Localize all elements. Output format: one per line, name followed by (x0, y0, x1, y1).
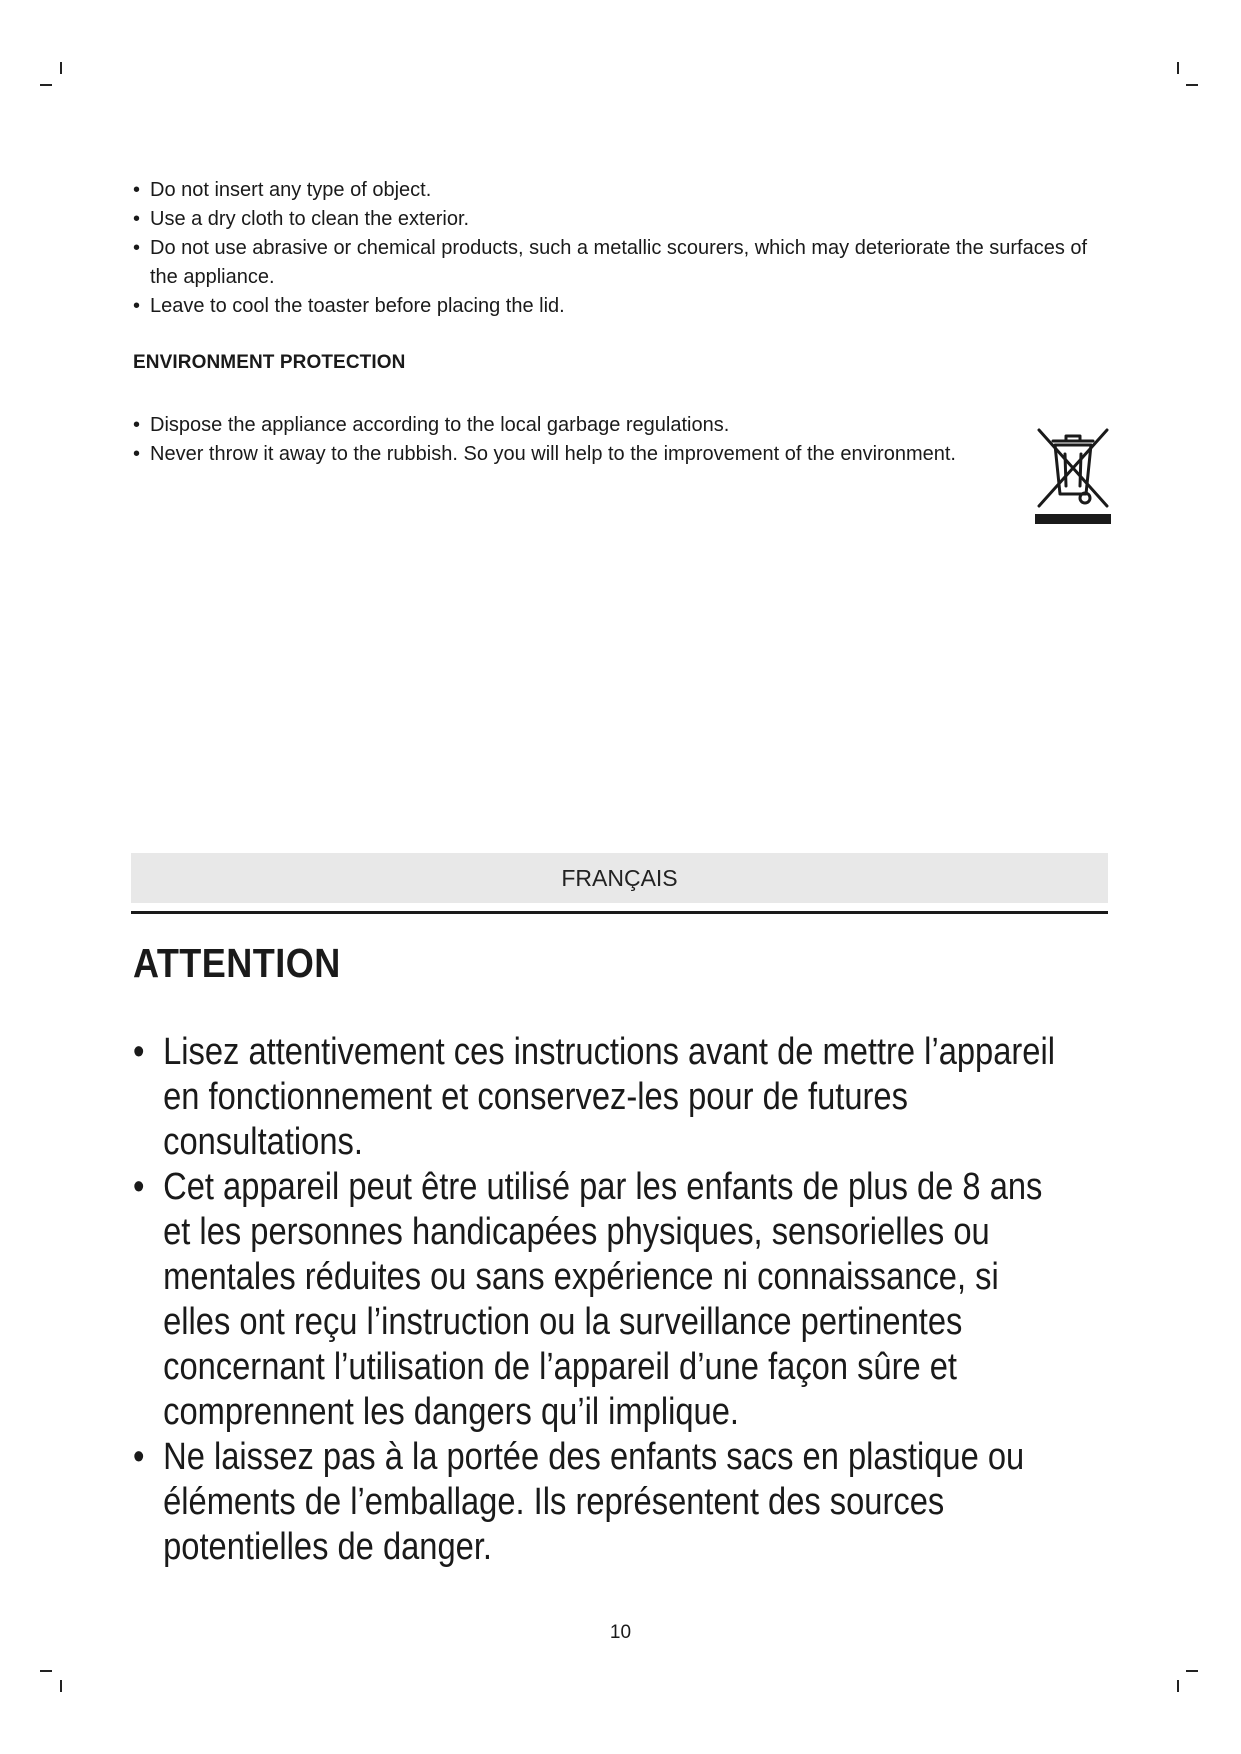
attention-title: ATTENTION (133, 940, 341, 986)
environment-bullet-list (133, 411, 963, 469)
cleaning-bullet: • Do not insert any type of object. (133, 176, 1093, 205)
crop-mark-bottom-left-h (40, 1670, 52, 1672)
section-divider (131, 911, 1108, 914)
cleaning-bullet: • Use a dry cloth to clean the exterior. (133, 205, 1093, 234)
attention-bullet: • Lisez attentivement ces instructions avant de mettre l’appareil en fonctionnement et conservez-les pour de futures consultations. (133, 1030, 1070, 1165)
crop-mark-top-left-v (60, 62, 62, 74)
cleaning-bullet: • Do not use abrasive or chemical products, such a metallic scourers, which may deteriorate the surfaces of the appliance. (133, 234, 1093, 292)
language-section-bar (131, 853, 1108, 903)
crop-mark-top-left-h (40, 84, 52, 86)
crop-mark-bottom-right-v (1177, 1680, 1179, 1692)
attention-bullet: • Ne laissez pas à la portée des enfants sacs en plastique ou éléments de l’emballage. Ils représentent des sources potentielles de danger. (133, 1435, 1070, 1570)
crossed-out-wheelie-bin-icon (1035, 428, 1111, 524)
environment-bullet: • Dispose the appliance according to the local garbage regulations. (133, 411, 963, 440)
language-label: FRANÇAIS (561, 865, 678, 891)
page-number: 10 (609, 1622, 632, 1643)
crop-mark-top-right-h (1186, 84, 1198, 86)
environment-bullet: • Never throw it away to the rubbish. So you will help to the improvement of the environment. (133, 440, 963, 469)
crop-mark-bottom-left-v (60, 1680, 62, 1692)
attention-bullet: • Cet appareil peut être utilisé par les enfants de plus de 8 ans et les personnes handicapées physiques, sensorielles ou mentales réduites ou sans expérience ni connaissance, si elles ont reçu l’instruction ou la surveillance pertinentes concernant l’utilisation de l’appareil d’une façon sûre et comprennent les dangers qu’il implique. (133, 1165, 1070, 1435)
cleaning-bullet-list (133, 176, 1093, 321)
crop-mark-bottom-right-h (1186, 1670, 1198, 1672)
crop-mark-top-right-v (1177, 62, 1179, 74)
attention-bullet-list (133, 1030, 1070, 1570)
cleaning-bullet: • Leave to cool the toaster before placing the lid. (133, 292, 1093, 321)
environment-protection-heading: ENVIRONMENT PROTECTION (133, 352, 406, 373)
